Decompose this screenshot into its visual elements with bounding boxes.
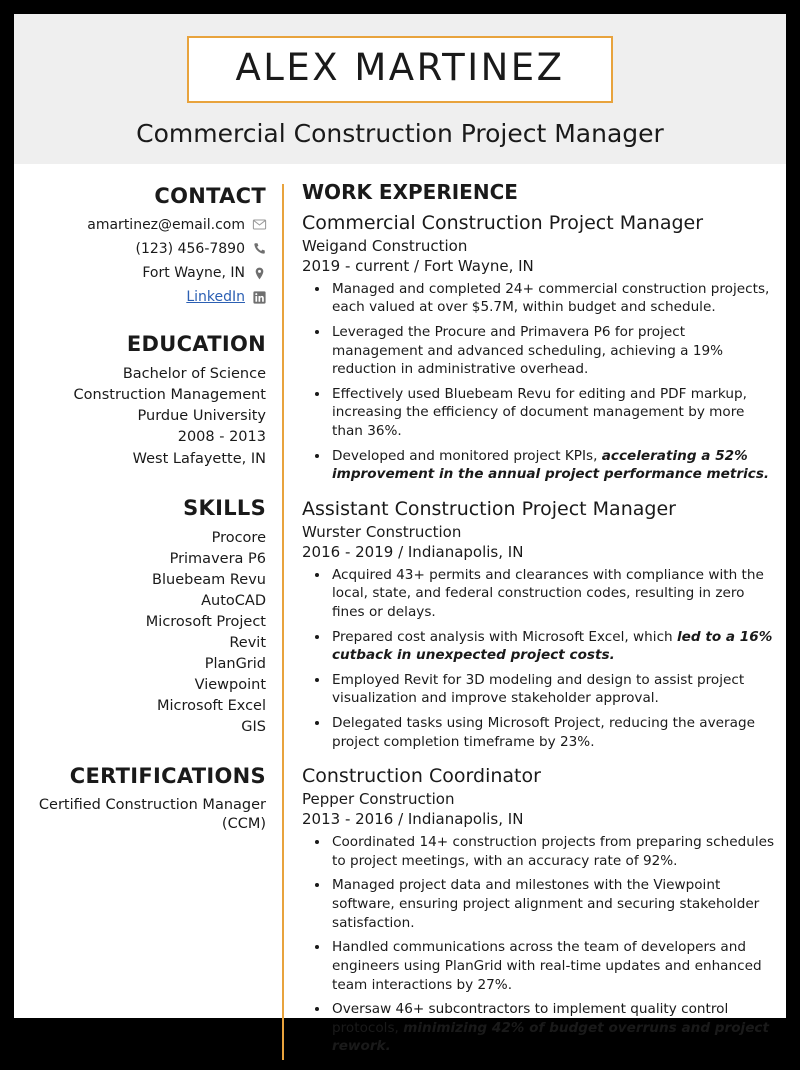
job-bullets — [302, 280, 776, 484]
skill-item: AutoCAD — [201, 592, 266, 609]
location-pin-icon — [253, 267, 266, 280]
contact-email-text: amartinez@email.com — [87, 216, 245, 233]
bullet-emphasis: accelerating a 52% improvement in the annual project performance metrics. — [332, 447, 770, 483]
skills-list — [14, 528, 266, 738]
main-column — [284, 178, 786, 1070]
linkedin-icon[interactable] — [253, 291, 266, 304]
bullet-text: Prepared cost analysis with Microsoft Excel, which — [332, 628, 677, 645]
bullet-text: Delegated tasks using Microsoft Project, reducing the average project completion timeframe by 23%. — [332, 715, 755, 750]
contact-item-linkedin[interactable] — [14, 288, 266, 306]
bullet-item — [330, 714, 776, 751]
education-list — [14, 364, 266, 469]
certifications-list — [14, 796, 266, 835]
section-title-education: EDUCATION — [126, 332, 266, 357]
job-meta: 2019 - current / Fort Wayne, IN — [302, 256, 534, 275]
job-meta: 2013 - 2016 / Indianapolis, IN — [302, 810, 524, 829]
resume-page — [14, 14, 786, 1055]
bullet-item — [330, 323, 776, 379]
bullet-text: Developed and monitored project KPIs, — [332, 447, 602, 464]
education-line: West Lafayette, IN — [132, 450, 266, 467]
job-company: Wurster Construction — [302, 522, 462, 541]
job-title: Construction Coordinator — [302, 765, 541, 788]
skill-item: Procore — [211, 529, 266, 546]
bullet-text: Leveraged the Procure and Primavera P6 for project management and advanced scheduling, achieving a 19% reduction in administrative overhead. — [332, 323, 724, 378]
bullet-item — [330, 385, 776, 441]
contact-list — [14, 216, 266, 307]
bullet-text: Acquired 43+ permits and clearances with compliance with the local, state, and federal construction codes, resulting in zero fines or delays. — [332, 566, 764, 620]
bullet-emphasis: minimizing 42% of budget overruns and project rework. — [332, 1019, 769, 1055]
education-line: 2008 - 2013 — [177, 429, 266, 446]
contact-location-text: Fort Wayne, IN — [142, 265, 245, 282]
candidate-headline: Commercial Construction Project Manager — [136, 118, 664, 148]
job-entry — [302, 498, 776, 751]
resume-body — [14, 164, 786, 1070]
skill-item: PlanGrid — [204, 655, 266, 672]
bullet-item — [330, 628, 776, 665]
job-bullets — [302, 566, 776, 751]
phone-icon — [253, 242, 266, 255]
contact-item-location — [14, 264, 266, 282]
name-box — [187, 36, 612, 103]
skill-item: GIS — [241, 718, 266, 735]
certification-item: Certified Construction Manager — [38, 796, 266, 813]
job-title: Commercial Construction Project Manager — [302, 211, 704, 234]
bullet-text: Managed project data and milestones with the Viewpoint software, ensuring project alignment and securing stakeholder satisfaction. — [332, 877, 760, 931]
job-title: Assistant Construction Project Manager — [302, 497, 676, 520]
bullet-item — [330, 876, 776, 932]
education-line: Bachelor of Science — [122, 366, 266, 383]
skill-item: Revit — [229, 634, 266, 651]
skill-item: Viewpoint — [194, 676, 266, 693]
section-title-work-experience: WORK EXPERIENCE — [302, 179, 518, 204]
job-company: Pepper Construction — [302, 790, 455, 809]
bullet-item — [330, 671, 776, 708]
skill-item: Microsoft Project — [145, 613, 266, 630]
bullet-item — [330, 938, 776, 994]
section-title-certifications: CERTIFICATIONS — [69, 763, 266, 788]
education-line: Purdue University — [137, 408, 266, 425]
envelope-icon — [253, 218, 266, 231]
contact-item-phone — [14, 240, 266, 258]
sidebar-column — [14, 178, 282, 1070]
bullet-emphasis: led to a 16% cutback in unexpected project costs. — [332, 628, 773, 664]
bullet-item — [330, 833, 776, 870]
skill-item: Primavera P6 — [169, 550, 266, 567]
candidate-name: ALEX MARTINEZ — [235, 46, 565, 89]
contact-item-email — [14, 216, 266, 234]
education-line: Construction Management — [73, 387, 266, 404]
bullet-text: Coordinated 14+ construction projects from preparing schedules to project meetings, with an accuracy rate of 92%. — [332, 834, 775, 869]
bullet-item — [330, 1000, 776, 1056]
job-entry — [302, 765, 776, 1056]
bullet-item — [330, 447, 776, 484]
bullet-item — [330, 280, 776, 317]
bullet-item — [330, 566, 776, 622]
job-meta: 2016 - 2019 / Indianapolis, IN — [302, 542, 524, 561]
linkedin-link[interactable]: LinkedIn — [186, 289, 245, 306]
section-title-skills: SKILLS — [183, 495, 266, 520]
bullet-text: Effectively used Bluebeam Revu for editing and PDF markup, increasing the efficiency of document management by more than 36%. — [332, 385, 747, 439]
bullet-text: Employed Revit for 3D modeling and design to assist project visualization and improve stakeholder approval. — [332, 671, 745, 707]
job-entry — [302, 212, 776, 484]
skill-item: Bluebeam Revu — [152, 571, 266, 588]
job-bullets — [302, 833, 776, 1056]
bullet-text: Handled communications across the team of developers and engineers using PlanGrid with real-time updates and enhanced team interactions by 27%. — [332, 939, 762, 993]
bullet-text: Managed and completed 24+ commercial construction projects, each valued at over $5.7M, within budget and schedule. — [332, 280, 770, 316]
job-company: Weigand Construction — [302, 236, 468, 255]
resume-header — [14, 14, 786, 164]
contact-phone-text: (123) 456-7890 — [135, 240, 245, 257]
bullet-text: Oversaw 46+ subcontractors to implement quality control protocols, — [332, 1001, 729, 1036]
section-title-contact: CONTACT — [154, 183, 266, 208]
skill-item: Microsoft Excel — [156, 697, 266, 714]
certification-item: (CCM) — [221, 816, 266, 833]
